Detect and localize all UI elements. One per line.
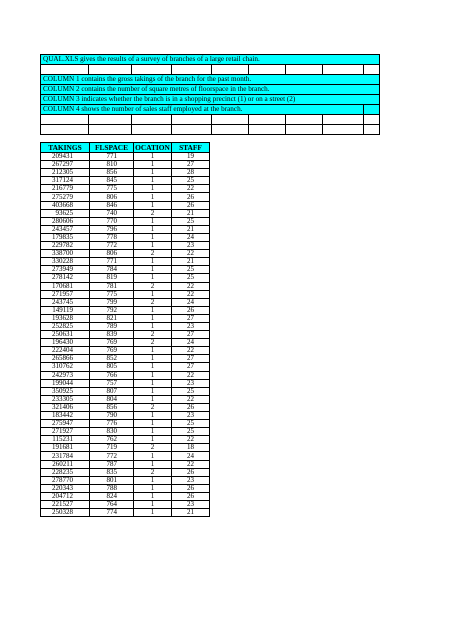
cell[interactable] bbox=[89, 65, 132, 75]
table-row bbox=[41, 428, 210, 436]
location-cell[interactable]: 1 bbox=[134, 177, 172, 185]
flspace-cell[interactable]: 852 bbox=[90, 355, 134, 363]
table-row bbox=[41, 177, 210, 185]
staff-cell[interactable]: 24 bbox=[172, 339, 210, 347]
takings-cell[interactable]: 260211 bbox=[41, 460, 90, 468]
location-cell[interactable]: 1 bbox=[134, 347, 172, 355]
staff-cell[interactable]: 21 bbox=[172, 225, 210, 233]
table-row bbox=[41, 161, 210, 169]
cell[interactable] bbox=[89, 125, 132, 135]
table-row bbox=[41, 484, 210, 492]
spacer bbox=[40, 135, 380, 142]
takings-cell[interactable]: 278770 bbox=[41, 476, 90, 484]
flspace-cell[interactable]: 762 bbox=[90, 436, 134, 444]
flspace-cell[interactable]: 788 bbox=[90, 484, 134, 492]
location-cell[interactable]: 1 bbox=[134, 387, 172, 395]
staff-cell[interactable]: 22 bbox=[172, 347, 210, 355]
staff-cell[interactable]: 23 bbox=[172, 379, 210, 387]
data-table bbox=[40, 142, 210, 517]
takings-cell[interactable]: 250631 bbox=[41, 331, 90, 339]
staff-cell[interactable]: 22 bbox=[172, 185, 210, 193]
staff-cell[interactable]: 18 bbox=[172, 444, 210, 452]
flspace-cell[interactable]: 807 bbox=[90, 387, 134, 395]
staff-cell[interactable]: 25 bbox=[172, 217, 210, 225]
staff-cell[interactable]: 27 bbox=[172, 314, 210, 322]
location-cell[interactable]: 1 bbox=[134, 161, 172, 169]
takings-cell[interactable]: 193628 bbox=[41, 314, 90, 322]
location-cell[interactable]: 1 bbox=[134, 355, 172, 363]
staff-cell[interactable]: 26 bbox=[172, 403, 210, 411]
flspace-cell[interactable]: 845 bbox=[90, 177, 134, 185]
header-takings[interactable]: TAKINGS bbox=[41, 143, 90, 153]
takings-cell[interactable]: 233305 bbox=[41, 395, 90, 403]
cell[interactable] bbox=[89, 115, 132, 125]
location-cell[interactable]: 1 bbox=[134, 274, 172, 282]
staff-cell[interactable]: 22 bbox=[172, 282, 210, 290]
table-row bbox=[41, 225, 210, 233]
cell[interactable] bbox=[41, 125, 89, 135]
cell[interactable] bbox=[323, 115, 364, 125]
cell[interactable] bbox=[132, 115, 172, 125]
flspace-cell[interactable]: 787 bbox=[90, 460, 134, 468]
table-row bbox=[41, 193, 210, 201]
takings-cell[interactable]: 271927 bbox=[41, 428, 90, 436]
table-row bbox=[41, 250, 210, 258]
flspace-cell[interactable]: 784 bbox=[90, 266, 134, 274]
takings-cell[interactable]: 330228 bbox=[41, 258, 90, 266]
notes-row bbox=[41, 75, 380, 85]
table-row bbox=[41, 509, 210, 517]
location-cell[interactable]: 1 bbox=[134, 153, 172, 161]
staff-cell[interactable]: 21 bbox=[172, 509, 210, 517]
flspace-cell[interactable]: 846 bbox=[90, 201, 134, 209]
table-row bbox=[41, 501, 210, 509]
table-row bbox=[41, 339, 210, 347]
cell[interactable] bbox=[212, 65, 249, 75]
takings-cell[interactable]: 265866 bbox=[41, 355, 90, 363]
location-cell[interactable]: 2 bbox=[134, 339, 172, 347]
cell[interactable] bbox=[249, 115, 286, 125]
location-cell[interactable]: 2 bbox=[134, 331, 172, 339]
flspace-cell[interactable]: 774 bbox=[90, 509, 134, 517]
flspace-cell[interactable]: 799 bbox=[90, 298, 134, 306]
takings-cell[interactable]: 196430 bbox=[41, 339, 90, 347]
takings-cell[interactable]: 212305 bbox=[41, 169, 90, 177]
cell[interactable] bbox=[364, 105, 380, 115]
staff-cell[interactable]: 21 bbox=[172, 209, 210, 217]
table-row bbox=[41, 436, 210, 444]
cell[interactable] bbox=[212, 125, 249, 135]
staff-cell[interactable]: 23 bbox=[172, 242, 210, 250]
staff-cell[interactable]: 25 bbox=[172, 420, 210, 428]
flspace-cell[interactable]: 757 bbox=[90, 379, 134, 387]
flspace-cell[interactable]: 856 bbox=[90, 169, 134, 177]
location-cell[interactable]: 1 bbox=[134, 306, 172, 314]
location-cell[interactable]: 1 bbox=[134, 395, 172, 403]
staff-cell[interactable]: 24 bbox=[172, 233, 210, 241]
table-row bbox=[41, 347, 210, 355]
takings-cell[interactable]: 243457 bbox=[41, 225, 90, 233]
table-row bbox=[41, 242, 210, 250]
table-row bbox=[41, 209, 210, 217]
takings-cell[interactable]: 252825 bbox=[41, 322, 90, 330]
takings-cell[interactable]: 317124 bbox=[41, 177, 90, 185]
flspace-cell[interactable]: 830 bbox=[90, 428, 134, 436]
location-cell[interactable]: 1 bbox=[134, 169, 172, 177]
staff-cell[interactable]: 23 bbox=[172, 476, 210, 484]
cell[interactable] bbox=[132, 125, 172, 135]
notes-blank-row bbox=[41, 65, 380, 75]
table-row bbox=[41, 412, 210, 420]
location-cell[interactable]: 2 bbox=[134, 282, 172, 290]
flspace-cell[interactable]: 775 bbox=[90, 290, 134, 298]
notes-row bbox=[41, 55, 380, 65]
takings-cell[interactable]: 216779 bbox=[41, 185, 90, 193]
table-row bbox=[41, 363, 210, 371]
table-row bbox=[41, 201, 210, 209]
table-row bbox=[41, 492, 210, 500]
flspace-cell[interactable]: 740 bbox=[90, 209, 134, 217]
flspace-cell[interactable]: 775 bbox=[90, 185, 134, 193]
flspace-cell[interactable]: 778 bbox=[90, 233, 134, 241]
flspace-cell[interactable]: 810 bbox=[90, 161, 134, 169]
data-rows bbox=[41, 153, 210, 517]
note-cell[interactable]: COLUMN 1 contains the gross takings of the branch for the past month. bbox=[41, 75, 380, 85]
table-row bbox=[41, 379, 210, 387]
location-cell[interactable]: 1 bbox=[134, 266, 172, 274]
takings-cell[interactable]: 273949 bbox=[41, 266, 90, 274]
flspace-cell[interactable]: 776 bbox=[90, 420, 134, 428]
takings-cell[interactable]: 278142 bbox=[41, 274, 90, 282]
takings-cell[interactable]: 93625 bbox=[41, 209, 90, 217]
staff-cell[interactable]: 26 bbox=[172, 484, 210, 492]
takings-cell[interactable]: 199044 bbox=[41, 379, 90, 387]
flspace-cell[interactable]: 781 bbox=[90, 282, 134, 290]
location-cell[interactable]: 1 bbox=[134, 452, 172, 460]
table-row bbox=[41, 395, 210, 403]
table-row bbox=[41, 403, 210, 411]
location-cell[interactable]: 1 bbox=[134, 225, 172, 233]
notes-row bbox=[41, 85, 380, 95]
table-row bbox=[41, 169, 210, 177]
flspace-cell[interactable]: 772 bbox=[90, 452, 134, 460]
takings-cell[interactable]: 179835 bbox=[41, 233, 90, 241]
flspace-cell[interactable]: 771 bbox=[90, 258, 134, 266]
location-cell[interactable]: 1 bbox=[134, 233, 172, 241]
cell[interactable] bbox=[41, 65, 89, 75]
takings-cell[interactable]: 220343 bbox=[41, 484, 90, 492]
location-cell[interactable]: 1 bbox=[134, 460, 172, 468]
table-row bbox=[41, 282, 210, 290]
table-row bbox=[41, 266, 210, 274]
location-cell[interactable]: 2 bbox=[134, 468, 172, 476]
takings-cell[interactable]: 267297 bbox=[41, 161, 90, 169]
takings-cell[interactable]: 229782 bbox=[41, 242, 90, 250]
flspace-cell[interactable]: 819 bbox=[90, 274, 134, 282]
staff-cell[interactable]: 27 bbox=[172, 355, 210, 363]
flspace-cell[interactable]: 839 bbox=[90, 331, 134, 339]
takings-cell[interactable]: 170681 bbox=[41, 282, 90, 290]
cell[interactable] bbox=[364, 65, 380, 75]
cell[interactable] bbox=[286, 115, 323, 125]
flspace-cell[interactable]: 804 bbox=[90, 395, 134, 403]
note-cell[interactable]: QUAL.XLS gives the results of a survey of branches of a large retail chain. bbox=[41, 55, 380, 65]
cell[interactable] bbox=[286, 65, 323, 75]
takings-cell[interactable]: 149119 bbox=[41, 306, 90, 314]
cell[interactable] bbox=[172, 65, 212, 75]
location-cell[interactable]: 1 bbox=[134, 242, 172, 250]
staff-cell[interactable]: 26 bbox=[172, 193, 210, 201]
table-row bbox=[41, 322, 210, 330]
staff-cell[interactable]: 22 bbox=[172, 460, 210, 468]
flspace-cell[interactable]: 821 bbox=[90, 314, 134, 322]
location-cell[interactable]: 1 bbox=[134, 420, 172, 428]
location-cell[interactable]: 1 bbox=[134, 185, 172, 193]
staff-cell[interactable]: 22 bbox=[172, 250, 210, 258]
location-cell[interactable]: 1 bbox=[134, 476, 172, 484]
flspace-cell[interactable]: 769 bbox=[90, 347, 134, 355]
table-row bbox=[41, 387, 210, 395]
staff-cell[interactable]: 22 bbox=[172, 436, 210, 444]
staff-cell[interactable]: 22 bbox=[172, 290, 210, 298]
table-row bbox=[41, 371, 210, 379]
staff-cell[interactable]: 24 bbox=[172, 298, 210, 306]
table-row bbox=[41, 468, 210, 476]
staff-cell[interactable]: 19 bbox=[172, 153, 210, 161]
flspace-cell[interactable]: 806 bbox=[90, 250, 134, 258]
takings-cell[interactable]: 310762 bbox=[41, 363, 90, 371]
staff-cell[interactable]: 26 bbox=[172, 492, 210, 500]
table-row bbox=[41, 420, 210, 428]
takings-cell[interactable]: 243745 bbox=[41, 298, 90, 306]
staff-cell[interactable]: 25 bbox=[172, 177, 210, 185]
notes-row bbox=[41, 95, 380, 105]
flspace-cell[interactable]: 796 bbox=[90, 225, 134, 233]
flspace-cell[interactable]: 790 bbox=[90, 412, 134, 420]
takings-cell[interactable]: 271957 bbox=[41, 290, 90, 298]
flspace-cell[interactable]: 806 bbox=[90, 193, 134, 201]
table-row bbox=[41, 233, 210, 241]
staff-cell[interactable]: 26 bbox=[172, 201, 210, 209]
flspace-cell[interactable]: 824 bbox=[90, 492, 134, 500]
cell[interactable] bbox=[286, 125, 323, 135]
takings-cell[interactable]: 242973 bbox=[41, 371, 90, 379]
location-cell[interactable]: 2 bbox=[134, 250, 172, 258]
flspace-cell[interactable]: 772 bbox=[90, 242, 134, 250]
staff-cell[interactable]: 22 bbox=[172, 395, 210, 403]
flspace-cell[interactable]: 769 bbox=[90, 339, 134, 347]
notes-table bbox=[40, 54, 380, 135]
staff-cell[interactable]: 25 bbox=[172, 428, 210, 436]
location-cell[interactable]: 2 bbox=[134, 298, 172, 306]
takings-cell[interactable]: 221527 bbox=[41, 501, 90, 509]
header-staff[interactable]: STAFF bbox=[172, 143, 210, 153]
notes-blank-row bbox=[41, 125, 380, 135]
header-flspace[interactable]: FLSPACE bbox=[90, 143, 134, 153]
takings-cell[interactable]: 209431 bbox=[41, 153, 90, 161]
table-row bbox=[41, 258, 210, 266]
staff-cell[interactable]: 28 bbox=[172, 169, 210, 177]
takings-cell[interactable]: 231784 bbox=[41, 452, 90, 460]
staff-cell[interactable]: 27 bbox=[172, 161, 210, 169]
location-cell[interactable]: 1 bbox=[134, 484, 172, 492]
location-cell[interactable]: 1 bbox=[134, 509, 172, 517]
location-cell[interactable]: 1 bbox=[134, 193, 172, 201]
flspace-cell[interactable]: 764 bbox=[90, 501, 134, 509]
takings-cell[interactable]: 338700 bbox=[41, 250, 90, 258]
table-row bbox=[41, 153, 210, 161]
location-cell[interactable]: 1 bbox=[134, 201, 172, 209]
table-row bbox=[41, 185, 210, 193]
flspace-cell[interactable]: 771 bbox=[90, 153, 134, 161]
staff-cell[interactable]: 23 bbox=[172, 322, 210, 330]
location-cell[interactable]: 1 bbox=[134, 217, 172, 225]
table-row bbox=[41, 314, 210, 322]
staff-cell[interactable]: 22 bbox=[172, 371, 210, 379]
location-cell[interactable]: 1 bbox=[134, 501, 172, 509]
table-row bbox=[41, 355, 210, 363]
location-cell[interactable]: 1 bbox=[134, 436, 172, 444]
location-cell[interactable]: 1 bbox=[134, 363, 172, 371]
cell[interactable] bbox=[172, 115, 212, 125]
cell[interactable] bbox=[41, 115, 89, 125]
location-cell[interactable]: 2 bbox=[134, 209, 172, 217]
takings-cell[interactable]: 183442 bbox=[41, 412, 90, 420]
staff-cell[interactable]: 25 bbox=[172, 274, 210, 282]
location-cell[interactable]: 1 bbox=[134, 428, 172, 436]
flspace-cell[interactable]: 792 bbox=[90, 306, 134, 314]
flspace-cell[interactable]: 835 bbox=[90, 468, 134, 476]
takings-cell[interactable]: 275279 bbox=[41, 193, 90, 201]
notes-blank-row bbox=[41, 115, 380, 125]
takings-cell[interactable]: 204712 bbox=[41, 492, 90, 500]
cell[interactable] bbox=[172, 125, 212, 135]
staff-cell[interactable]: 27 bbox=[172, 331, 210, 339]
staff-cell[interactable]: 26 bbox=[172, 468, 210, 476]
cell[interactable] bbox=[364, 125, 380, 135]
table-row bbox=[41, 298, 210, 306]
cell[interactable] bbox=[212, 115, 249, 125]
location-cell[interactable]: 1 bbox=[134, 258, 172, 266]
location-cell[interactable]: 2 bbox=[134, 444, 172, 452]
takings-cell[interactable]: 275947 bbox=[41, 420, 90, 428]
note-cell[interactable]: COLUMN 4 shows the number of sales staff employed at the branch. bbox=[41, 105, 364, 115]
location-cell[interactable]: 1 bbox=[134, 492, 172, 500]
location-cell[interactable]: 2 bbox=[134, 403, 172, 411]
table-row bbox=[41, 476, 210, 484]
takings-cell[interactable]: 350925 bbox=[41, 387, 90, 395]
staff-cell[interactable]: 27 bbox=[172, 363, 210, 371]
cell[interactable] bbox=[364, 115, 380, 125]
header-row bbox=[41, 143, 210, 153]
cell[interactable] bbox=[132, 65, 172, 75]
location-cell[interactable]: 1 bbox=[134, 371, 172, 379]
takings-cell[interactable]: 228235 bbox=[41, 468, 90, 476]
staff-cell[interactable]: 21 bbox=[172, 258, 210, 266]
takings-cell[interactable]: 115231 bbox=[41, 436, 90, 444]
takings-cell[interactable]: 321406 bbox=[41, 403, 90, 411]
flspace-cell[interactable]: 719 bbox=[90, 444, 134, 452]
table-row bbox=[41, 460, 210, 468]
table-row bbox=[41, 331, 210, 339]
takings-cell[interactable]: 403668 bbox=[41, 201, 90, 209]
location-cell[interactable]: 1 bbox=[134, 412, 172, 420]
flspace-cell[interactable]: 856 bbox=[90, 403, 134, 411]
table-row bbox=[41, 274, 210, 282]
cell[interactable] bbox=[249, 65, 286, 75]
location-cell[interactable]: 1 bbox=[134, 322, 172, 330]
flspace-cell[interactable]: 801 bbox=[90, 476, 134, 484]
staff-cell[interactable]: 25 bbox=[172, 387, 210, 395]
staff-cell[interactable]: 25 bbox=[172, 266, 210, 274]
takings-cell[interactable]: 250328 bbox=[41, 509, 90, 517]
table-row bbox=[41, 217, 210, 225]
takings-cell[interactable]: 191681 bbox=[41, 444, 90, 452]
flspace-cell[interactable]: 789 bbox=[90, 322, 134, 330]
cell[interactable] bbox=[323, 65, 364, 75]
location-cell[interactable]: 1 bbox=[134, 314, 172, 322]
notes-row bbox=[41, 105, 380, 115]
spreadsheet bbox=[40, 54, 380, 517]
header-location[interactable]: OCATION bbox=[135, 143, 170, 152]
staff-cell[interactable]: 26 bbox=[172, 306, 210, 314]
flspace-cell[interactable]: 770 bbox=[90, 217, 134, 225]
takings-cell[interactable]: 222404 bbox=[41, 347, 90, 355]
note-cell[interactable]: COLUMN 3 indicates whether the branch is in a shopping precinct (1) or on a street (2) bbox=[41, 95, 380, 105]
table-row bbox=[41, 306, 210, 314]
note-cell[interactable]: COLUMN 2 contains the number of square metres of floorspace in the branch. bbox=[41, 85, 380, 95]
table-row bbox=[41, 452, 210, 460]
flspace-cell[interactable]: 766 bbox=[90, 371, 134, 379]
flspace-cell[interactable]: 805 bbox=[90, 363, 134, 371]
staff-cell[interactable]: 23 bbox=[172, 412, 210, 420]
staff-cell[interactable]: 24 bbox=[172, 452, 210, 460]
cell[interactable] bbox=[249, 125, 286, 135]
location-cell[interactable]: 1 bbox=[134, 379, 172, 387]
location-cell[interactable]: 1 bbox=[134, 290, 172, 298]
cell[interactable] bbox=[323, 125, 364, 135]
table-row bbox=[41, 290, 210, 298]
staff-cell[interactable]: 23 bbox=[172, 501, 210, 509]
table-row bbox=[41, 444, 210, 452]
takings-cell[interactable]: 280606 bbox=[41, 217, 90, 225]
